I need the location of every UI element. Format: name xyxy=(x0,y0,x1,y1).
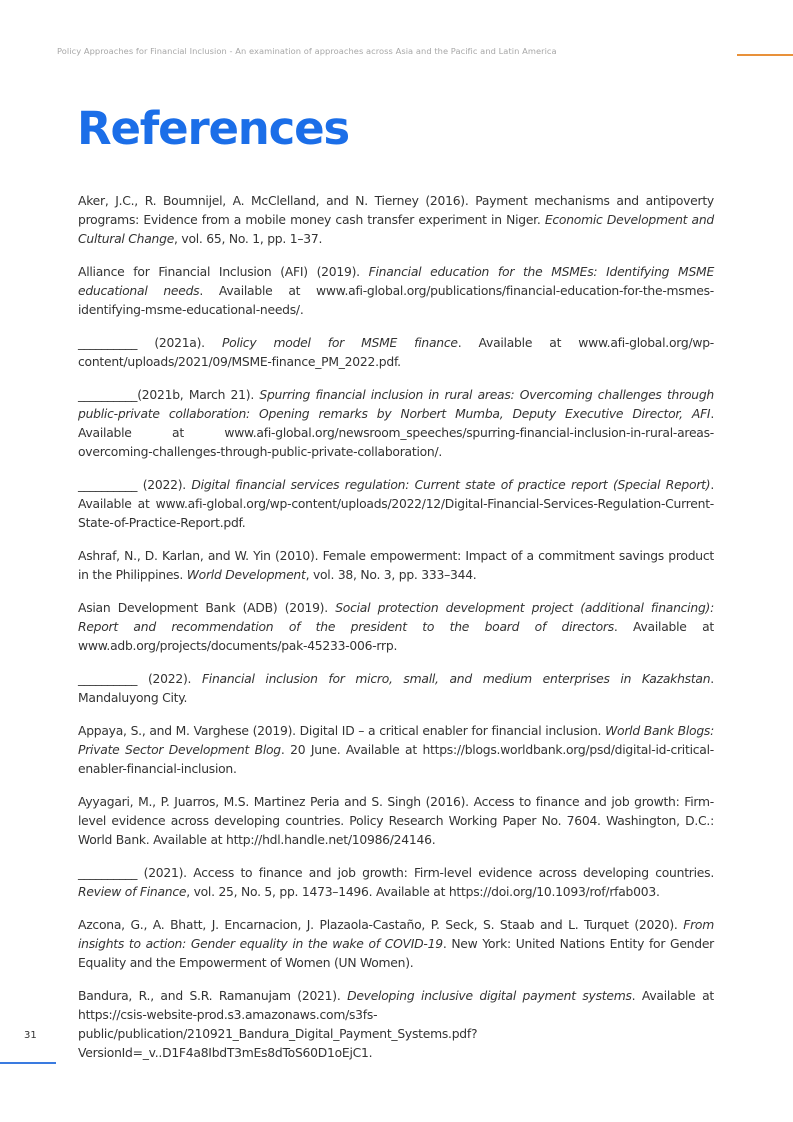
reference-title: World Bank Blogs: Private Sector Development Blog xyxy=(78,724,714,757)
reference-text: __________ (2022). xyxy=(78,478,192,492)
reference-entry xyxy=(78,476,714,533)
reference-details: , vol. 65, No. 1, pp. 1–37. xyxy=(174,232,323,246)
reference-title: Policy model for MSME finance xyxy=(221,336,458,350)
reference-entry xyxy=(78,263,714,320)
reference-entry xyxy=(78,547,714,585)
reference-details: , vol. 38, No. 3, pp. 333–344. xyxy=(305,568,477,582)
reference-details: . Available at www.adb.org/projects/documents/pak-45233-006-rrp. xyxy=(78,620,714,653)
footer-accent-bar xyxy=(0,1062,56,1064)
reference-text: Ashraf, N., D. Karlan, and W. Yin (2010). Female empowerment: Impact of a commitment savings product in the Philippines. xyxy=(78,549,714,582)
reference-title: Spurring financial inclusion in rural areas: Overcoming challenges through public-private collaboration: Opening remarks by Norbert Mumba, Deputy Executive Director, AFI xyxy=(78,388,714,421)
reference-title: Financial inclusion for micro, small, and medium enterprises in Kazakhstan xyxy=(201,672,711,686)
reference-details: , vol. 25, No. 5, pp. 1473–1496. Available at https://doi.org/10.1093/rof/rfab003. xyxy=(186,885,660,899)
reference-details: . Available at www.afi-global.org/newsroom_speeches/spurring-financial-inclusion-in-rural-areas-overcoming-challenges-through-public-private-collaboration/. xyxy=(78,407,714,459)
reference-title: From insights to action: Gender equality in the wake of COVID-19 xyxy=(78,918,714,951)
reference-text: __________ (2022). xyxy=(78,672,202,686)
reference-text: Alliance for Financial Inclusion (AFI) (2019). xyxy=(78,265,369,279)
reference-details: . Available at www.afi-global.org/wp-content/uploads/2021/09/MSME-finance_PM_2022.pdf. xyxy=(78,336,714,369)
reference-entry xyxy=(78,987,714,1063)
reference-entry xyxy=(78,670,714,708)
reference-text: Ayyagari, M., P. Juarros, M.S. Martinez Peria and S. Singh (2016). Access to finance and job growth: Firm-level evidence across developing countries. Policy Research Working Paper No. 7604. Washington, D.C.: World Bank. Available at http://hdl.handle.net/10986/24146. xyxy=(78,795,714,847)
reference-list xyxy=(78,192,714,1077)
reference-title: Social protection development project (additional financing): Report and recommendation of the president to the board of directors xyxy=(78,601,714,634)
page-number: 31 xyxy=(24,1030,37,1041)
reference-details: . Available at www.afi-global.org/publications/financial-education-for-the-msmes-identifying-msme-educational-needs/. xyxy=(78,284,714,317)
reference-entry xyxy=(78,864,714,902)
reference-title: World Development xyxy=(186,568,306,582)
reference-details: . New York: United Nations Entity for Gender Equality and the Empowerment of Women (UN Women). xyxy=(78,937,715,970)
reference-text: Bandura, R., and S.R. Ramanujam (2021). xyxy=(78,989,348,1003)
reference-entry xyxy=(78,334,714,372)
page-title: References xyxy=(77,102,349,155)
reference-text: Appaya, S., and M. Varghese (2019). Digital ID – a critical enabler for financial inclusion. xyxy=(78,724,606,738)
reference-text: Azcona, G., A. Bhatt, J. Encarnacion, J. Plazaola-Castaño, P. Seck, S. Staab and L. Turquet (2020). xyxy=(78,918,684,932)
reference-entry xyxy=(78,793,714,850)
reference-text: Asian Development Bank (ADB) (2019). xyxy=(78,601,336,615)
reference-entry xyxy=(78,192,714,249)
reference-text: __________ (2021a). xyxy=(78,336,222,350)
reference-entry xyxy=(78,722,714,779)
reference-details: . Available at www.afi-global.org/wp-content/uploads/2022/12/Digital-Financial-Services-Regulation-Current-State-of-Practice-Report.pdf. xyxy=(78,478,714,530)
reference-details: . Available at https://csis-website-prod.s3.amazonaws.com/s3fs-public/publication/210921_Bandura_Digital_Payment_Systems.pdf?VersionId=_v..D1F4a8IbdT3mEs8dToS60D1oEjC1. xyxy=(78,989,714,1060)
reference-text: __________ (2021). Access to finance and job growth: Firm-level evidence across developing countries. xyxy=(78,866,714,880)
reference-title: Review of Finance xyxy=(78,885,187,899)
running-header: Policy Approaches for Financial Inclusion - An examination of approaches across Asia and the Pacific and Latin America xyxy=(57,46,557,56)
reference-text: Aker, J.C., R. Boumnijel, A. McClelland, and N. Tierney (2016). Payment mechanisms and antipoverty programs: Evidence from a mobile money cash transfer experiment in Niger. xyxy=(78,194,714,227)
reference-text: __________(2021b, March 21). xyxy=(78,388,260,402)
reference-title: Digital financial services regulation: Current state of practice report (Special Report) xyxy=(191,478,711,492)
header-accent-bar xyxy=(737,54,793,56)
reference-title: Financial education for the MSMEs: Identifying MSME educational needs xyxy=(78,265,714,298)
reference-title: Economic Development and Cultural Change xyxy=(78,213,715,246)
reference-entry xyxy=(78,916,714,973)
reference-title: Developing inclusive digital payment systems xyxy=(347,989,632,1003)
reference-entry xyxy=(78,386,714,462)
reference-details: . 20 June. Available at https://blogs.worldbank.org/psd/digital-id-critical-enabler-financial-inclusion. xyxy=(78,743,714,776)
reference-entry xyxy=(78,599,714,656)
reference-details: . Mandaluyong City. xyxy=(78,672,714,705)
